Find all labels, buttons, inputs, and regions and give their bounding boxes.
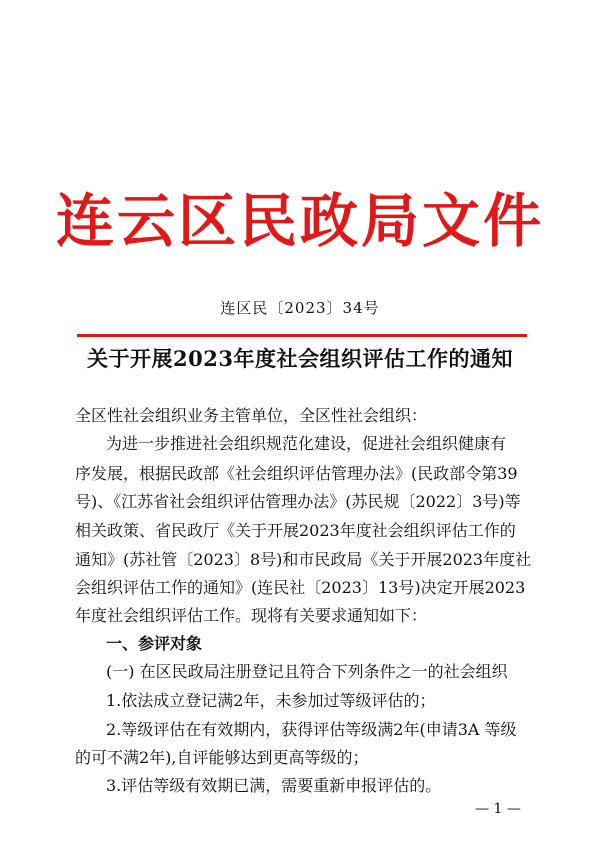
- paragraph-line: 序发展，根据民政部《社会组织评估管理办法》(民政部令第39: [75, 464, 518, 483]
- paragraph-line: 年度社会组织评估工作。现将有关要求通知如下：: [75, 606, 428, 625]
- subsection-text: (一) 在区民政局注册登记且符合下列条件之一的社会组织: [106, 662, 508, 681]
- page-number: — 1 —: [475, 801, 521, 817]
- section-heading: 一、参评对象: [106, 634, 203, 653]
- issuing-authority-title: 连云区民政局文件: [55, 187, 544, 255]
- paragraph-line: 相关政策、省民政厅《关于开展2023年度社会组织评估工作的: [75, 521, 516, 540]
- paragraph-line: 为进一步推进社会组织规范化建设，促进社会组织健康有: [106, 434, 507, 453]
- list-item: 2.等级评估在有效期内，获得评估等级满2年(申请3A 等级: [106, 720, 517, 739]
- salutation: 全区性社会组织业务主管单位，全区性社会组织：: [75, 406, 428, 425]
- document-number: 连区民〔2023〕34号: [220, 299, 380, 317]
- paragraph-line: 通知》(苏社管〔2023〕8号)和市民政局《关于开展2023年度社: [75, 550, 532, 569]
- red-divider-line: [77, 334, 527, 337]
- notice-title: 关于开展2023年度社会组织评估工作的通知: [87, 346, 513, 371]
- paragraph-line: 号)、《江苏省社会组织评估管理办法》(苏民规〔2022〕3号)等: [75, 492, 521, 511]
- list-item-continuation: 的可不满2年),自评能够达到更高等级的；: [75, 748, 369, 767]
- list-item: 1.依法成立登记满2年，未参加过等级评估的；: [106, 691, 436, 710]
- list-item: 3.评估等级有效期已满，需要重新申报评估的。: [106, 776, 442, 795]
- paragraph-line: 会组织评估工作的通知》(连民社〔2023〕13号)决定开展2023: [75, 578, 526, 597]
